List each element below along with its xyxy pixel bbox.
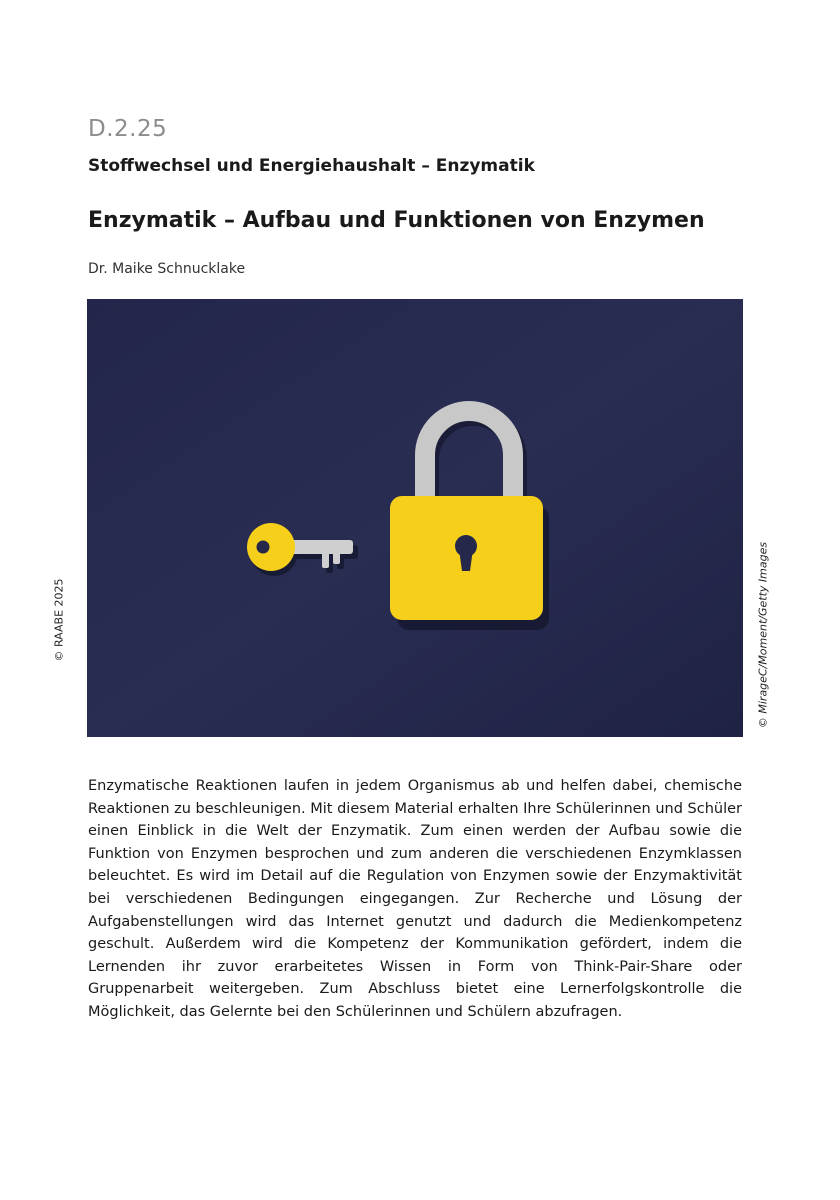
page-title: Enzymatik – Aufbau und Funktionen von Enzymen bbox=[88, 208, 705, 233]
cover-photo bbox=[87, 299, 743, 737]
section-heading: Stoffwechsel und Energiehaushalt – Enzymatik bbox=[88, 156, 535, 176]
document-code: D.2.25 bbox=[88, 116, 168, 142]
copyright-notice: © RAABE 2025 bbox=[52, 578, 66, 662]
image-credit: © MirageC/Moment/Getty Images bbox=[756, 541, 770, 729]
intro-paragraph: Enzymatische Reaktionen laufen in jedem Organismus ab und helfen dabei, chemische Reaktionen zu beschleunigen. Mit diesem Material erhalten Ihre Schülerinnen und Schüler einen Einblick in die Welt der Enzymatik. Zum einen werden der Aufbau sowie die Funktion von Enzymen besprochen und zum anderen die verschiedenen Enzymklassen beleuchtet. Es wird im Detail auf die Regulation von Enzymen sowie der Enzymaktivität bei verschiedenen Bedingungen eingegangen. Zur Recherche und Lösung der Aufgabenstellungen wird das Internet genutzt und dadurch die Medienkompetenz geschult. Außerdem wird die Kompetenz der Kommunikation gefördert, indem die Lernenden ihr zuvor erarbeitetes Wissen in Form von Think-Pair-Share oder Gruppenarbeit weitergeben. Zum Abschluss bietet eine Lernerfolgskontrolle die Möglichkeit, das Gelernte bei den Schülerinnen und Schülern abzufragen. bbox=[88, 778, 743, 1020]
author-name: Dr. Maike Schnucklake bbox=[88, 261, 246, 277]
